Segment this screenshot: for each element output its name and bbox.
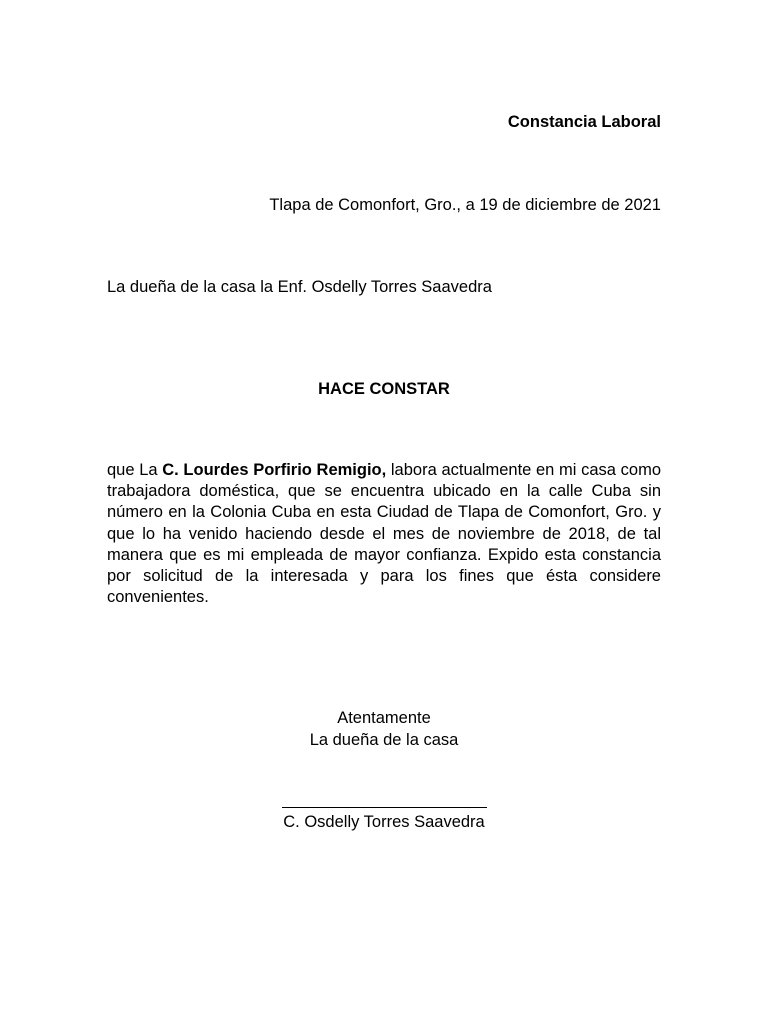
body-prefix: que La	[107, 461, 163, 479]
certification-body	[107, 460, 661, 608]
document-title: Constancia Laboral	[507, 113, 661, 131]
closing-block	[0, 707, 768, 751]
employee-name: C. Lourdes Porfirio Remigio,	[162, 461, 387, 479]
signature-line	[282, 807, 487, 808]
certification-heading: HACE CONSTAR	[318, 380, 450, 398]
addressee-line: La dueña de la casa la Enf. Osdelly Torres Saavedra	[107, 278, 492, 296]
body-text: labora actualmente en mi casa como trabajadora doméstica, que se encuentra ubicado en la calle Cuba sin número en la Colonia Cuba en esta Ciudad de Tlapa de Comonfort, Gro. y que lo ha venido haciendo desde el mes de noviembre de 2018, de tal manera que es mi empleada de mayor confianza. Expido esta constancia por solicitud de la interesada y para los fines que ésta considere convenientes.	[107, 461, 661, 607]
closing-role: La dueña de la casa	[309, 731, 459, 749]
signatory-name: C. Osdelly Torres Saavedra	[283, 813, 485, 831]
place-and-date: Tlapa de Comonfort, Gro., a 19 de diciembre de 2021	[269, 196, 661, 214]
closing-salutation: Atentamente	[337, 709, 431, 727]
